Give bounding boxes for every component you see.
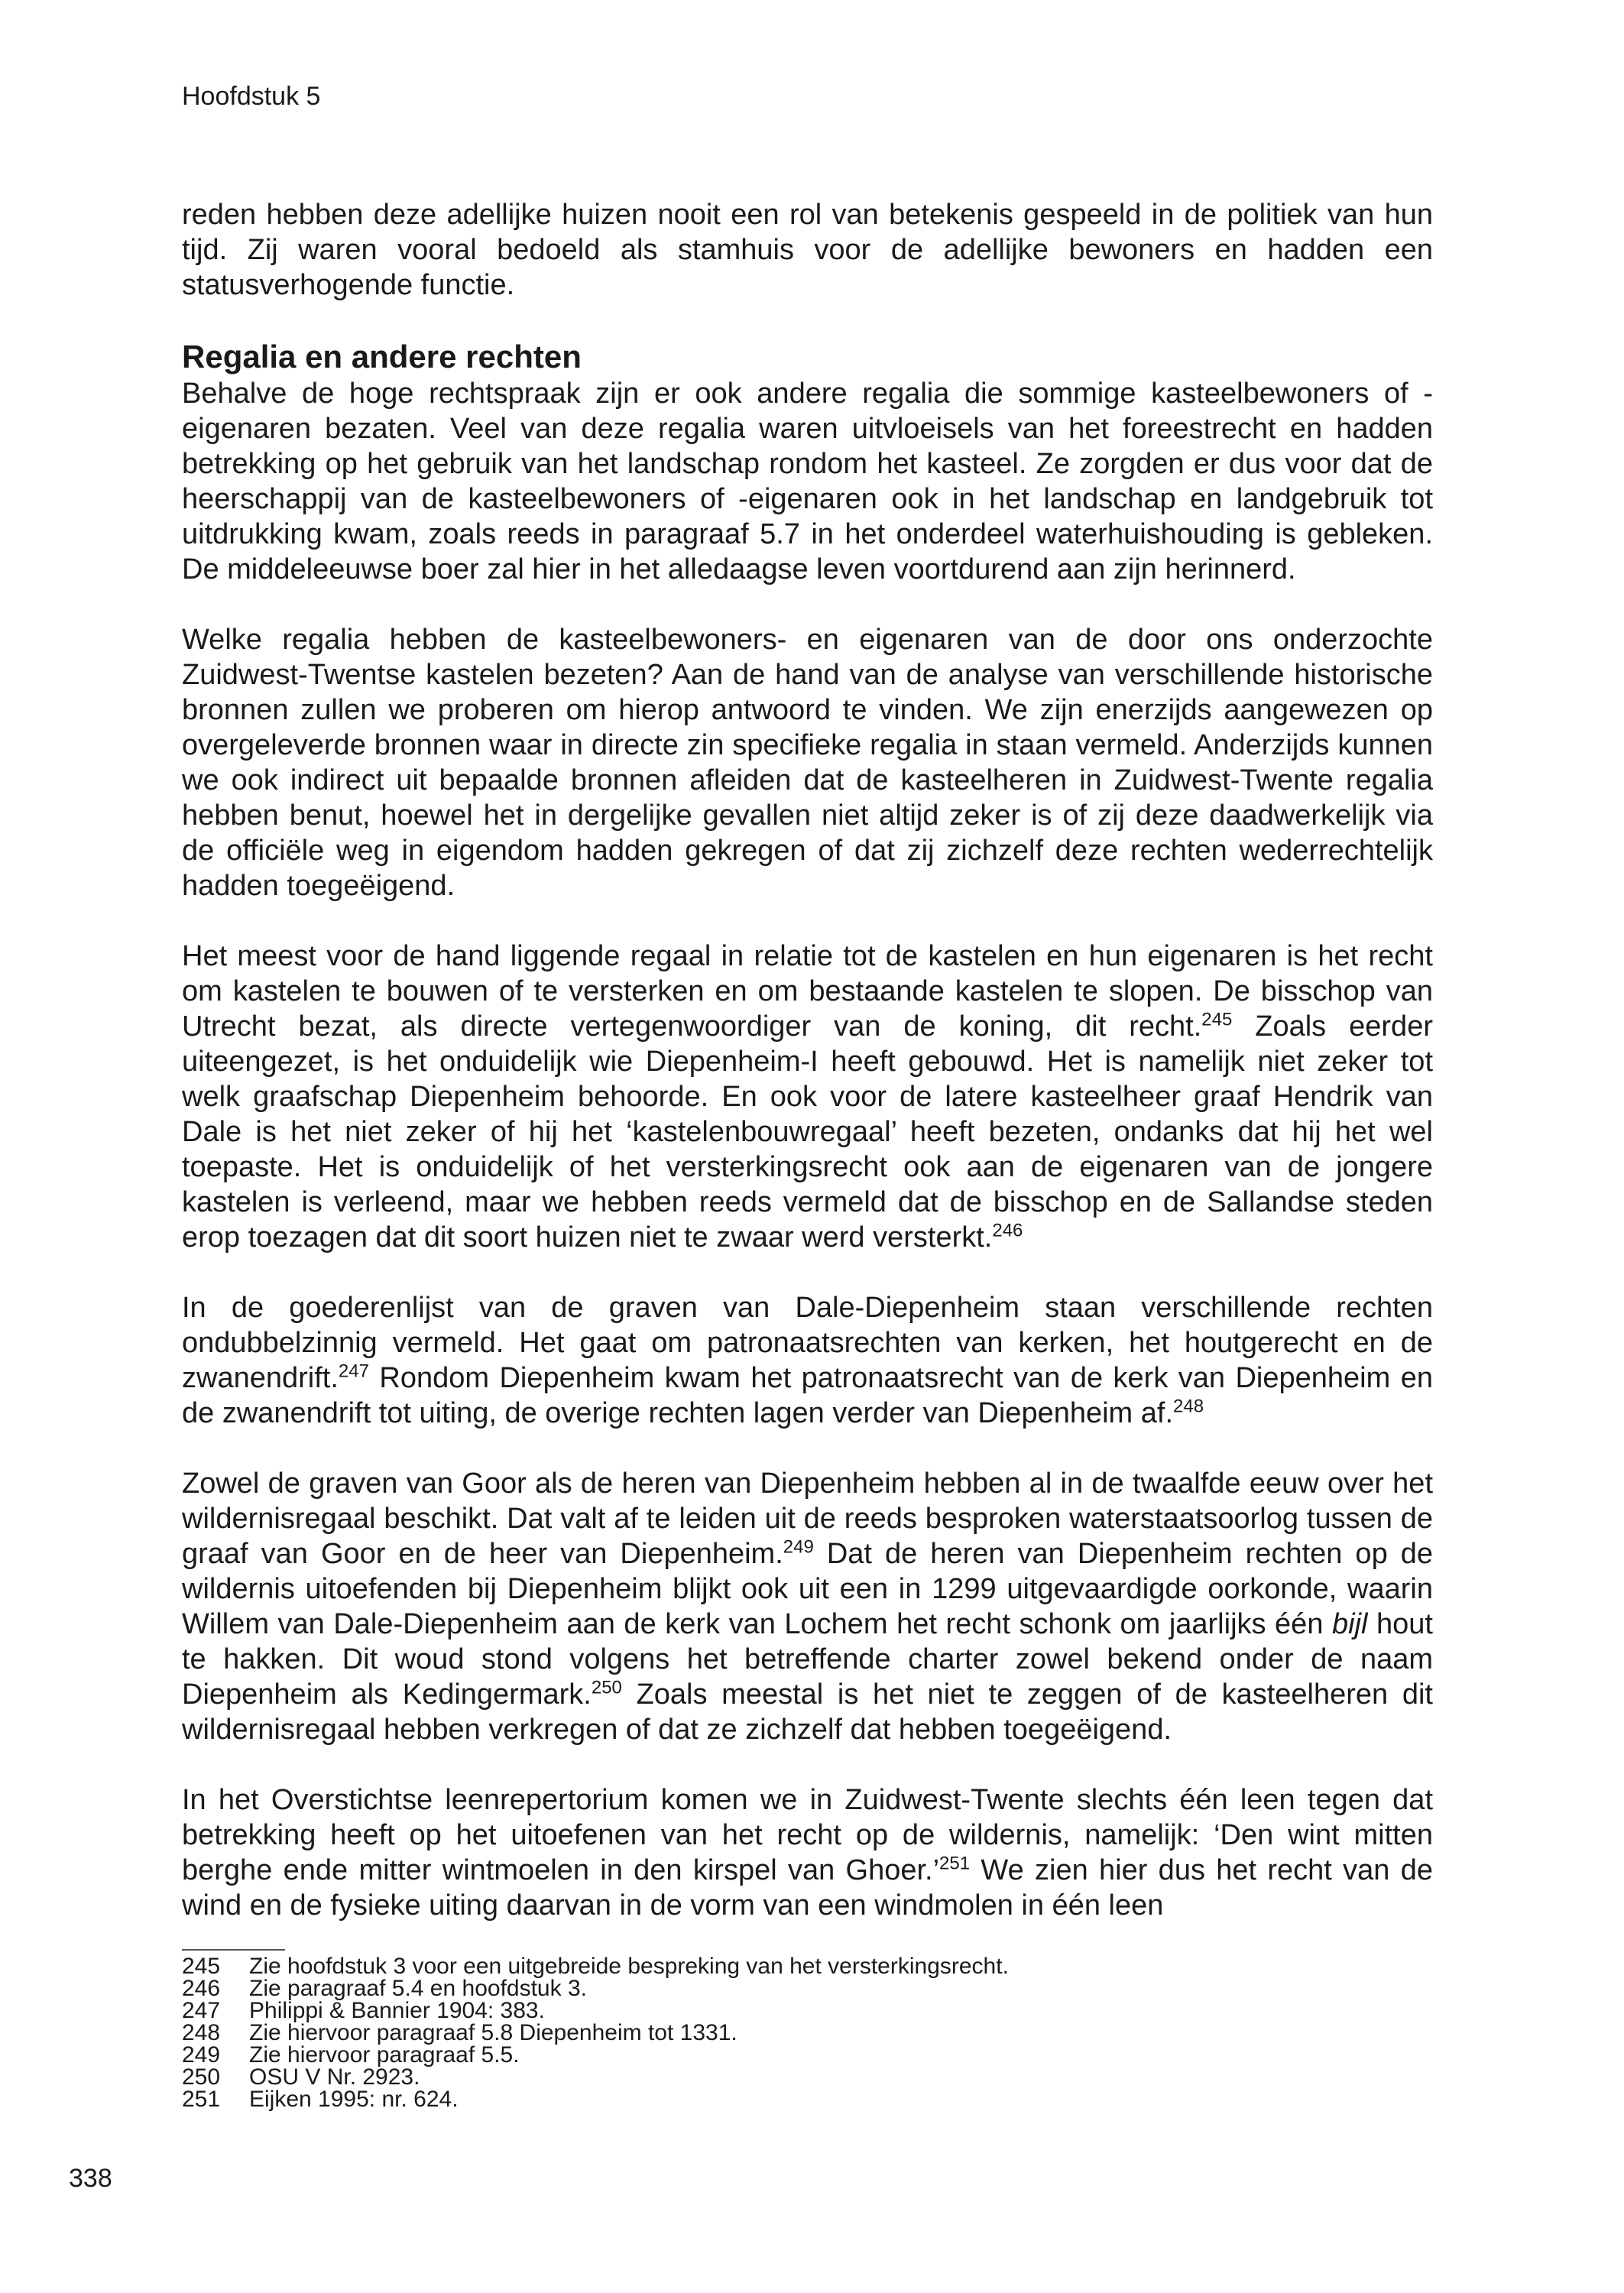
footnote-text: Zie hoofdstuk 3 voor een uitgebreide bespreking van het versterkingsrecht. <box>249 1954 1009 1979</box>
paragraph-text: Dat de heren van Diepenheim rechten op de wildernis uitoefenden bij Diepenheim blijkt ook uit een in 1299 uitgevaardigde oorkonde, waarin Willem van Dale-Diepenheim aan de kerk van Lochem het recht schonk om jaarlijks één <box>182 1538 1433 1640</box>
paragraph-goods-list <box>182 1290 1433 1431</box>
footnote-ref[interactable]: 246 <box>992 1220 1023 1241</box>
footnote-text: Eijken 1995: nr. 624. <box>249 2087 459 2112</box>
running-header: Hoofdstuk 5 <box>182 82 321 111</box>
footnote <box>182 1999 1433 2022</box>
paragraph-fief <box>182 1782 1433 1923</box>
paragraph-text: hout te hakken. Dit woud stond volgens het betreffende charter zowel bekend onder de naam Diepenheim als Kedingermark. <box>182 1608 1433 1711</box>
footnote <box>182 1977 1433 1999</box>
footnote-number: 251 <box>182 2087 221 2112</box>
paragraph-text: In de goederenlijst van de graven van Dale-Diepenheim staan verschillende rechten ondubbelzinnig vermeld. Het gaat om patronaatsrechten van kerken, het houtgerecht en de zwanendrift. <box>182 1292 1433 1394</box>
paragraph-castle-building <box>182 939 1433 1255</box>
paragraph-text: Rondom Diepenheim kwam het patronaatsrecht van de kerk van Diepenheim en de zwanendrift tot uiting, de overige rechten lagen verder van Diepenheim af. <box>182 1362 1433 1429</box>
emphasis: bijl <box>1332 1608 1368 1640</box>
footnote-number: 248 <box>182 2020 221 2045</box>
footnote-text: OSU V Nr. 2923. <box>249 2064 420 2090</box>
paragraph-regalia-intro: Behalve de hoge rechtspraak zijn er ook andere regalia die sommige kasteelbewoners of -eigenaren bezaten. Veel van deze regalia waren uitvloeisels van het foreestrecht en hadden betrekking op het gebruik van het landschap rondom het kasteel. Ze zorgden er dus voor dat de heerschappij van de kasteelbewoners of -eigenaren ook in het landschap en landgebruik tot uitdrukking kwam, zoals reeds in paragraaf 5.7 in het onderdeel waterhuishouding is gebleken. De middeleeuwse boer zal hier in het alledaagse leven voortdurend aan zijn herinnerd. <box>182 378 1433 585</box>
footnote-text: Zie hiervoor paragraaf 5.8 Diepenheim tot 1331. <box>249 2020 737 2045</box>
footnote <box>182 2044 1433 2066</box>
paragraph-wilderness <box>182 1466 1433 1747</box>
page-number: 338 <box>69 2164 112 2193</box>
footnote-number: 246 <box>182 1976 221 2001</box>
footnote-number: 249 <box>182 2042 221 2068</box>
section-heading: Regalia en andere rechten <box>182 339 582 375</box>
footnotes <box>182 1955 1433 2110</box>
page-body <box>182 197 1433 1923</box>
footnote-ref[interactable]: 249 <box>783 1536 814 1558</box>
footnote <box>182 2088 1433 2110</box>
footnote-text: Philippi & Bannier 1904: 383. <box>249 1998 545 2023</box>
footnote-ref[interactable]: 247 <box>338 1361 369 1382</box>
footnote-ref[interactable]: 251 <box>939 1853 971 1874</box>
footnote <box>182 2022 1433 2044</box>
footnote-number: 247 <box>182 1998 221 2023</box>
footnote-ref[interactable]: 245 <box>1201 1009 1233 1030</box>
paragraph-intro: reden hebben deze adellijke huizen nooit een rol van betekenis gespeeld in de politiek van hun tijd. Zij waren vooral bedoeld als stamhuis voor de adellijke bewoners en hadden een statusverhogende functie. <box>182 199 1433 301</box>
paragraph-analysis: Welke regalia hebben de kasteelbewoners- en eigenaren van de door ons onderzochte Zuidwest-Twentse kastelen bezeten? Aan de hand van de analyse van verschillende historische bronnen zullen we proberen om hierop antwoord te vinden. We zijn enerzijds aangewezen op overgeleverde bronnen waar in directe zin specifieke regalia in staan vermeld. Anderzijds kunnen we ook indirect uit bepaalde bronnen afleiden dat de kasteelheren in Zuidwest-Twente regalia hebben benut, hoewel het in dergelijke gevallen niet altijd zeker is of zij deze daadwerkelijk via de officiële weg in eigendom hadden gekregen of dat zij zichzelf deze rechten wederrechtelijk hadden toegeëigend. <box>182 624 1433 902</box>
footnote-text: Zie paragraaf 5.4 en hoofdstuk 3. <box>249 1976 587 2001</box>
paragraph-text: Zoals meestal is het niet te zeggen of de kasteelheren dit wildernisregaal hebben verkregen of dat ze zichzelf dat hebben toegeëigend. <box>182 1678 1433 1746</box>
footnote-number: 250 <box>182 2064 221 2090</box>
footnote-number: 245 <box>182 1954 221 1979</box>
paragraph-text: We zien hier dus het recht van de wind en de fysieke uiting daarvan in de vorm van een windmolen in één leen <box>182 1854 1433 1922</box>
paragraph-text: In het Overstichtse leenrepertorium komen we in Zuidwest-Twente slechts één leen tegen dat betrekking heeft op het uitoefenen van het recht op de wildernis, namelijk: ‘Den wint mitten berghe ende mitter wintmoelen in den kirspel van Ghoer.’ <box>182 1784 1433 1886</box>
footnote-ref[interactable]: 250 <box>591 1677 622 1698</box>
paragraph-text: Zoals eerder uiteengezet, is het onduidelijk wie Diepenheim-I heeft gebouwd. Het is namelijk niet zeker tot welk graafschap Diepenheim behoorde. En ook voor de latere kasteelheer graaf Hendrik van Dale is het niet zeker of hij het ‘kastelenbouwregaal’ heeft bezeten, ondanks dat hij het wel toepaste. Het is onduidelijk of het versterkingsrecht ook aan de eigenaren van de jongere kastelen is verleend, maar we hebben reeds vermeld dat de bisschop en de Sallandse steden erop toezagen dat dit soort huizen niet te zwaar werd versterkt. <box>182 1010 1433 1254</box>
footnote <box>182 2066 1433 2088</box>
footnote <box>182 1955 1433 1977</box>
footnote-divider <box>182 1949 285 1951</box>
paragraph-text: Het meest voor de hand liggende regaal in relatie tot de kastelen en hun eigenaren is het recht om kastelen te bouwen of te versterken en om bestaande kastelen te slopen. De bisschop van Utrecht bezat, als directe vertegenwoordiger van de koning, dit recht. <box>182 940 1433 1043</box>
paragraph-text: Zowel de graven van Goor als de heren van Diepenheim hebben al in de twaalfde eeuw over het wildernisregaal beschikt. Dat valt af te leiden uit de reeds besproken waterstaatsoorlog tussen de graaf van Goor en de heer van Diepenheim. <box>182 1468 1433 1570</box>
footnote-ref[interactable]: 248 <box>1173 1396 1204 1417</box>
footnote-text: Zie hiervoor paragraaf 5.5. <box>249 2042 520 2068</box>
